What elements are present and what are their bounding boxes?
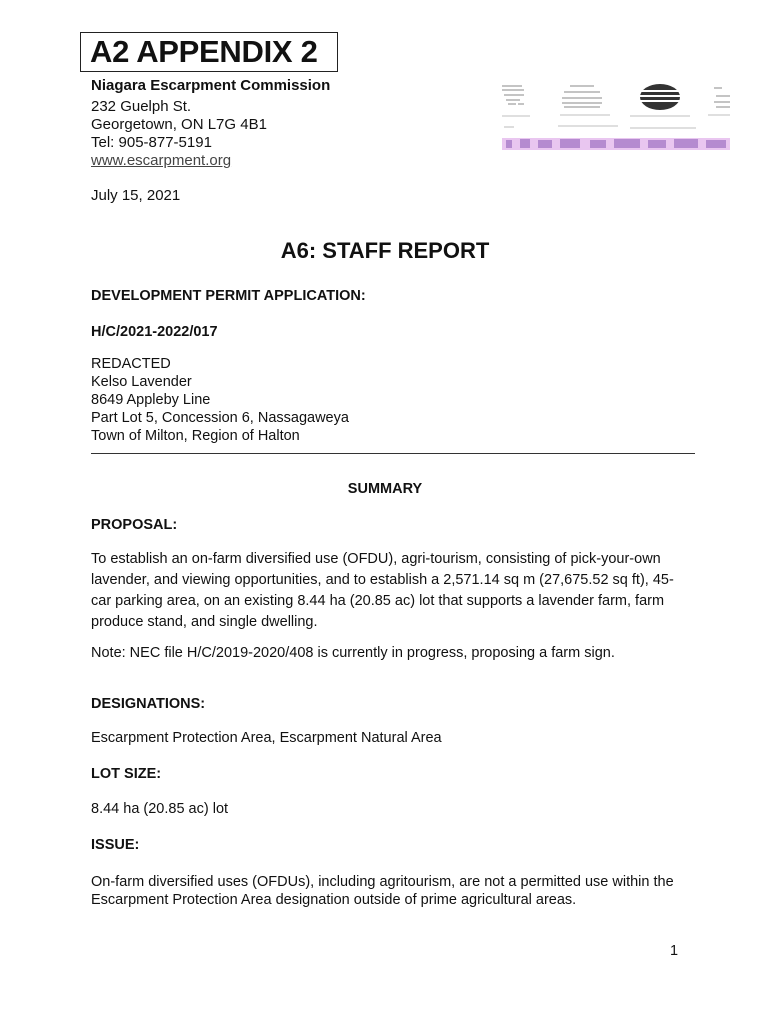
telephone: Tel: 905-877-5191 <box>91 134 212 151</box>
website-link[interactable]: www.escarpment.org <box>91 152 232 169</box>
proposal-heading: PROPOSAL: <box>91 517 178 533</box>
municipality: Town of Milton, Region of Halton <box>91 428 300 444</box>
issue-text: On-farm diversified uses (OFDUs), including agritourism, are not a permitted use within the Escarpment Protection Area designation outside of prime agricultural areas. <box>91 874 674 908</box>
lot-description: Part Lot 5, Concession 6, Nassagaweya <box>91 410 349 426</box>
appendix-title: A2 APPENDIX 2 <box>90 34 318 69</box>
report-title: A6: STAFF REPORT <box>280 238 490 263</box>
proposal-text: To establish an on-farm diversified use (OFDU), agri-tourism, consisting of pick-your-own lavender, and viewing opportunities, and to establish a 2,571.14 sq m (27,675.52 sq ft), 45-car parking area, on an existing 8.44 ha (20.85 ac) lot that supports a lavender farm, farm produce stand, and single dwelling. <box>91 551 674 630</box>
divider <box>91 453 695 454</box>
application-heading: DEVELOPMENT PERMIT APPLICATION: <box>91 288 366 304</box>
note-text: Note: NEC file H/C/2019-2020/408 is currently in progress, proposing a farm sign. <box>91 645 615 661</box>
applicant-name: REDACTED <box>91 356 171 372</box>
address-line-1: 232 Guelph St. <box>91 98 192 115</box>
street-address: 8649 Appleby Line <box>91 392 211 408</box>
report-date: July 15, 2021 <box>91 187 181 204</box>
page-number: 1 <box>670 943 679 959</box>
address-line-2: Georgetown, ON L7G 4B1 <box>91 116 267 133</box>
business-name: Kelso Lavender <box>91 374 192 390</box>
issue-heading: ISSUE: <box>91 837 140 853</box>
lot-size-text: 8.44 ha (20.85 ac) lot <box>91 801 229 817</box>
file-number: H/C/2021-2022/017 <box>91 324 218 340</box>
summary-heading: SUMMARY <box>347 481 423 497</box>
organization-name: Niagara Escarpment Commission <box>91 77 331 94</box>
unesco-biosphere-logo-icon <box>500 82 732 156</box>
designations-heading: DESIGNATIONS: <box>91 696 206 712</box>
lot-size-heading: LOT SIZE: <box>91 766 162 782</box>
designations-text: Escarpment Protection Area, Escarpment Natural Area <box>91 730 442 746</box>
